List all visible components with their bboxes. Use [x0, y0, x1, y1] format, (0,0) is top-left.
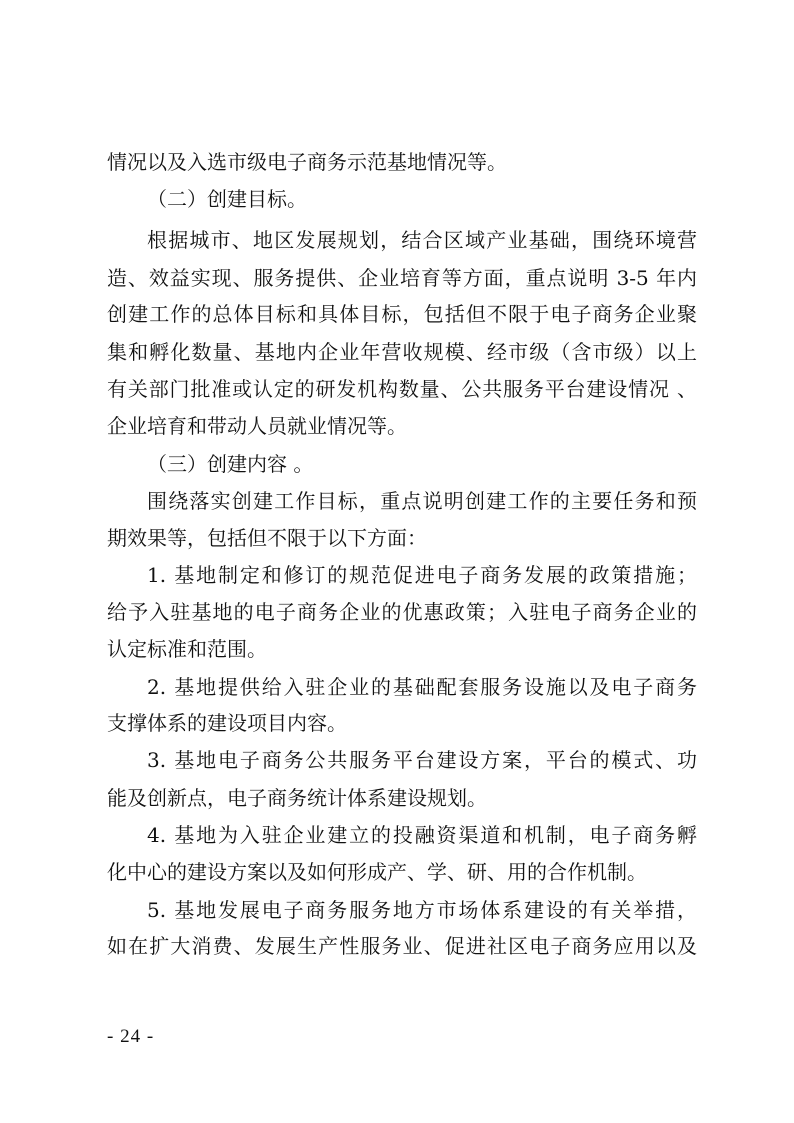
text-line: 根据城市、地区发展规划，结合区域产业基础，围绕环境营	[147, 228, 697, 252]
text-line: 造、效益实现、服务提供、企业培育等方面，重点说明 3-5 年内	[107, 266, 697, 290]
page-number: - 24 -	[107, 1026, 155, 1047]
text-line: 情况以及入选市级电子商务示范基地情况等。	[107, 150, 507, 174]
text-line: 化中心的建设方案以及如何形成产、学、研、用的合作机制。	[107, 860, 647, 884]
list-item: 2. 基地提供给入驻企业的基础配套服务设施以及电子商务	[147, 675, 697, 699]
list-item: 5. 基地发展电子商务服务地方市场体系建设的有关举措，	[147, 898, 697, 922]
text-line: 支撑体系的建设项目内容。	[107, 711, 347, 735]
section-heading: （二）创建目标。	[147, 187, 307, 211]
list-item: 4. 基地为入驻企业建立的投融资渠道和机制，电子商务孵	[147, 823, 697, 847]
text-line: 集和孵化数量、基地内企业年营收规模、经市级（含市级）以上	[107, 340, 697, 364]
text-line: 有关部门批准或认定的研发机构数量、公共服务平台建设情况 、	[107, 377, 697, 401]
text-line: 认定标准和范围。	[107, 637, 267, 661]
text-line: 企业培育和带动人员就业情况等。	[107, 414, 407, 438]
text-line: 给予入驻基地的电子商务企业的优惠政策；入驻电子商务企业的	[107, 600, 697, 624]
text-line: 期效果等，包括但不限于以下方面：	[107, 526, 427, 550]
list-item: 3. 基地电子商务公共服务平台建设方案，平台的模式、功	[147, 748, 697, 772]
list-item: 1. 基地制定和修订的规范促进电子商务发展的政策措施；	[147, 563, 697, 587]
text-line: 创建工作的总体目标和具体目标，包括但不限于电子商务企业聚	[107, 302, 697, 326]
section-heading: （三）创建内容 。	[147, 452, 314, 476]
text-line: 如在扩大消费、发展生产性服务业、促进社区电子商务应用以及	[107, 934, 697, 958]
text-line: 能及创新点，电子商务统计体系建设规划。	[107, 786, 487, 810]
text-line: 围绕落实创建工作目标，重点说明创建工作的主要任务和预	[147, 489, 697, 513]
